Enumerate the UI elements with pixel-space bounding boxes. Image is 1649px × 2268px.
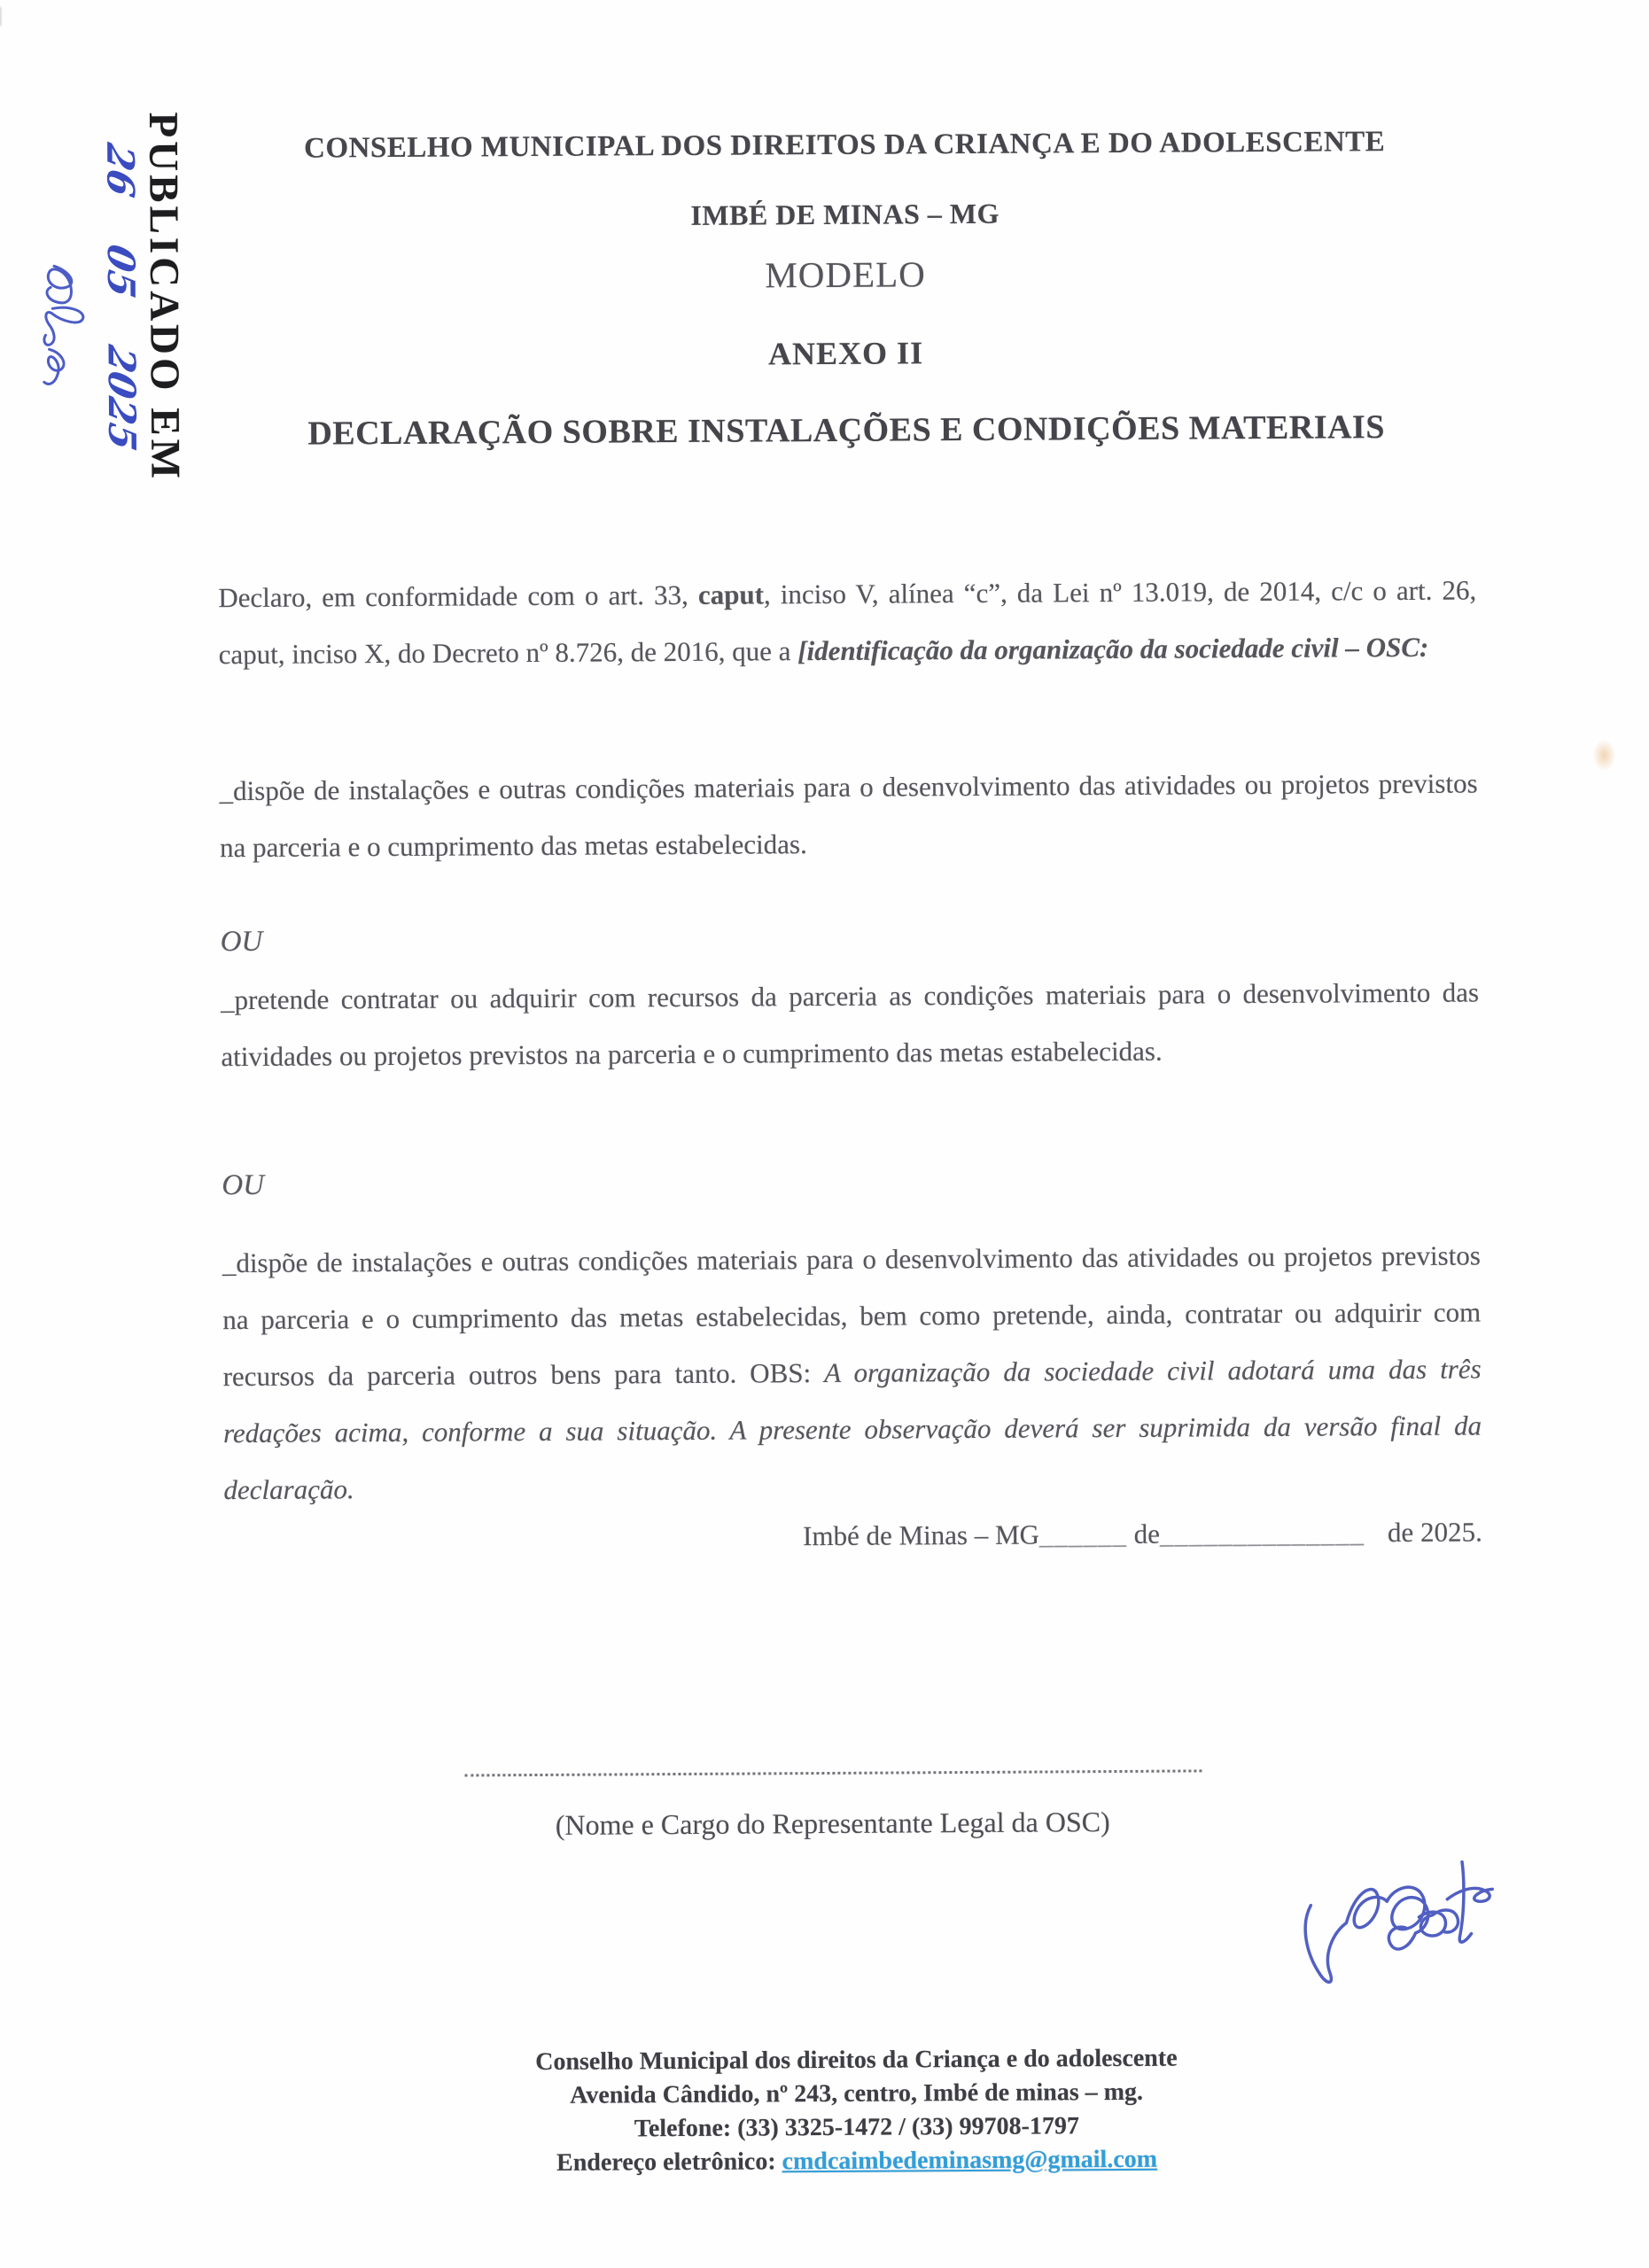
stamp-year: 2025: [100, 341, 144, 454]
handwritten-signature: [1287, 1849, 1510, 2019]
stamp-handwritten-date: [98, 139, 144, 454]
or-separator-2: OU: [222, 1169, 265, 1202]
or-separator-1: OU: [220, 925, 263, 959]
option-3-text: _dispõe de instalações e outras condições materiais para o desenvolvimento das atividades ou projetos previstos na parceria e o cumprimento das metas estabelecidas, bem como pretende, ainda, contratar ou adquirir com recursos da parceria outros bens para tanto. OBS:: [222, 1239, 1482, 1393]
dateline-month-blank: ______________: [1159, 1517, 1365, 1550]
dateline-place: Imbé de Minas – MG: [802, 1518, 1040, 1552]
footer-email-line: [228, 2140, 1486, 2182]
footer-phone: Telefone: (33) 3325-1472 / (33) 99708-1797: [634, 2112, 1080, 2143]
stamp-month: 05: [99, 240, 144, 302]
footer-address: Avenida Cândido, nº 243, centro, Imbé de minas – mg.: [570, 2078, 1144, 2109]
header-model-label: MODELO: [765, 253, 926, 296]
intro-text-1: Declaro, em conformidade com o art. 33,: [218, 579, 699, 614]
document-footer: [227, 2039, 1486, 2182]
dateline-de: de: [1133, 1518, 1161, 1550]
footer-council-name: Conselho Municipal dos direitos da Criança e do adolescente: [535, 2044, 1178, 2077]
declaration-option-2: _pretende contratar ou adquirir com recursos da parceria as condições materiais para o desenvolvimento das atividades ou projetos previstos na parceria e o cumprimento das metas estabelecidas.: [220, 976, 1480, 1073]
published-stamp: PUBLICADO EM: [139, 112, 189, 483]
stamp-signature-scribble: [35, 257, 97, 399]
scan-smudge-mark: [1592, 740, 1615, 772]
stamp-signature-ink: [35, 257, 97, 399]
intro-osc-placeholder: [identificação da organização da sociedade civil – OSC:: [797, 631, 1429, 667]
intro-text-2: , inciso V, alínea “c”, da Lei nº 13.019, de 2014, c/c o art. 26, caput, inciso X, do Decreto nº 8.726, de 2016, que a: [218, 574, 1477, 671]
intro-caput-bold: caput: [697, 579, 765, 610]
declaration-option-1: _dispõe de instalações e outras condições materiais para o desenvolvimento das atividades ou projetos previstos na parceria e o cumprimento das metas estabelecidas.: [219, 767, 1478, 864]
place-date-line: [224, 1503, 1482, 1568]
option-3-observation: A organização da sociedade civil adotará uma das três redações acima, conforme a sua situação. A presente observação deverá ser suprimida da versão final da declaração.: [222, 1353, 1482, 1506]
stamp-day: 26: [98, 139, 144, 201]
header-council-name: CONSELHO MUNICIPAL DOS DIREITOS DA CRIANÇA E DO ADOLESCENTE: [303, 126, 1386, 165]
footer-email-label: Endereço eletrônico:: [556, 2148, 782, 2177]
header-city: IMBÉ DE MINAS – MG: [690, 197, 1000, 231]
signature-ink: [1287, 1849, 1510, 2019]
header-annex-label: ANEXO II: [767, 335, 924, 372]
scan-edge-speck: [0, 7, 1, 27]
signature-dotted-line: [464, 1769, 1202, 1776]
declaration-intro-paragraph: [218, 562, 1477, 683]
dateline-year: de 2025.: [1387, 1516, 1482, 1549]
footer-email-link[interactable]: cmdcaimbedeminasmg@gmail.com: [782, 2145, 1158, 2176]
signature-caption: (Nome e Cargo do Representante Legal da OSC): [555, 1806, 1110, 1841]
declaration-option-3: [222, 1227, 1482, 1518]
document-title: DECLARAÇÃO SOBRE INSTALAÇÕES E CONDIÇÕES MATERIAIS: [307, 408, 1386, 453]
dateline-day-blank: ______: [1038, 1518, 1128, 1550]
